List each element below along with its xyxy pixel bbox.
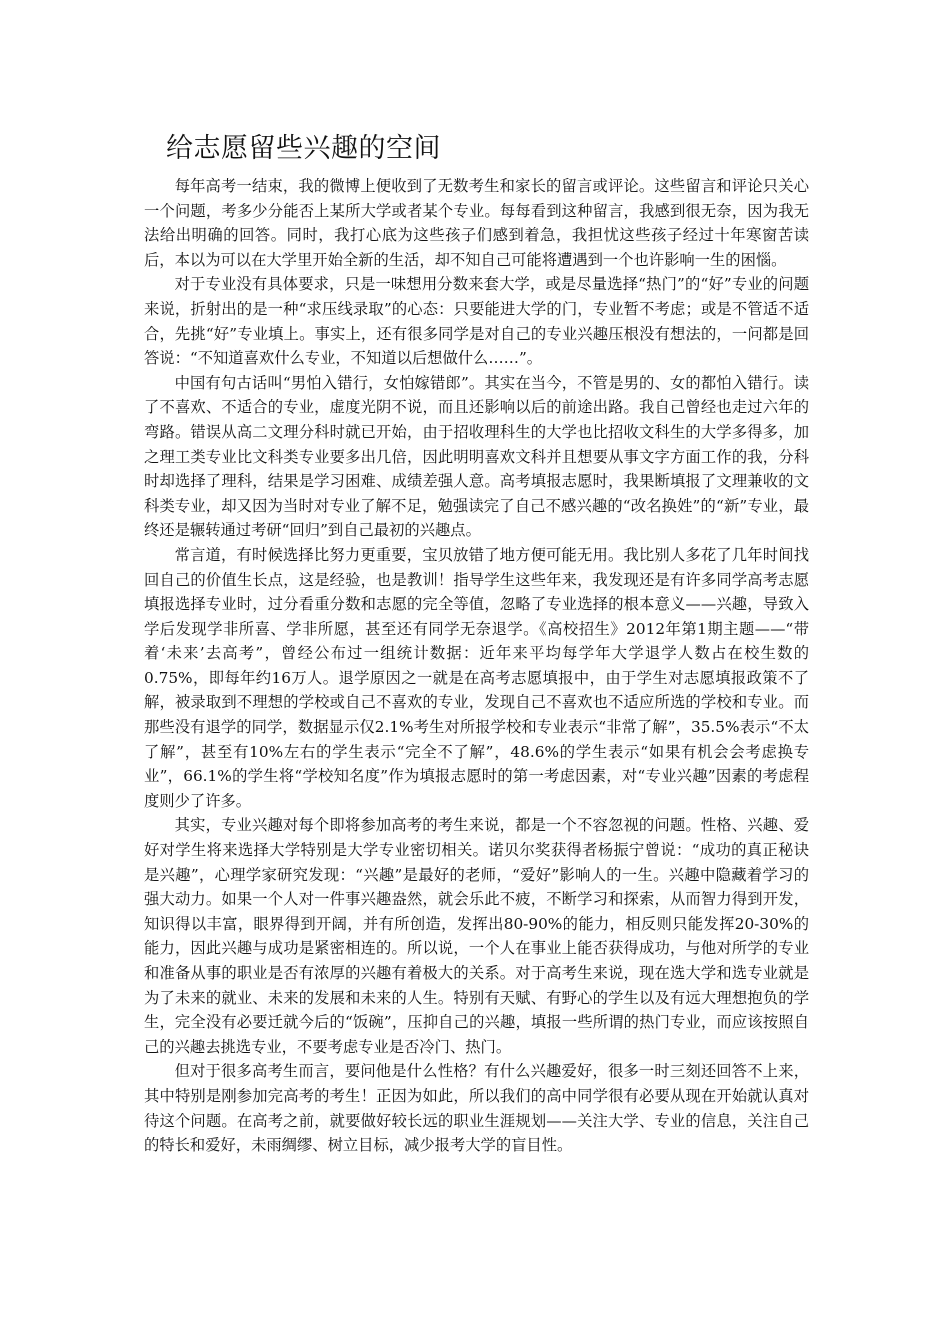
paragraph: 常言道，有时候选择比努力更重要，宝贝放错了地方便可能无用。我比别人多花了几年时间找回自己的价值生长点，这是经验，也是教训！指导学生这些年来，我发现还是有许多同学高考志愿填报选择专业时，过分看重分数和志愿的完全等值，忽略了专业选择的根本意义——兴趣，导致入学后发现学非所喜、学非所愿，甚至还有同学无奈退学。《高校招生》2012年第1期主题——“带着‘未来’去高考”，曾经公布过一组统计数据：近年来平均每学年大学退学人数占在校生数的0.75%，即每年约16万人。退学原因之一就是在高考志愿填报中，由于学生对志愿填报政策不了解，被录取到不理想的学校或自己不喜欢的专业，发现自己不喜欢也不适应所选的学校和专业。而那些没有退学的同学，数据显示仅2.1%考生对所报学校和专业表示“非常了解”，35.5%表示“不太了解”，甚至有10%左右的学生表示“完全不了解”，48.6%的学生表示“如果有机会会考虑换专业”，66.1%的学生将“学校知名度”作为填报志愿时的第一考虑因素，对“专业兴趣”因素的考虑程度则少了许多。 — [144, 545, 809, 810]
paragraph: 中国有句古话叫“男怕入错行，女怕嫁错郎”。其实在当今，不管是男的、女的都怕入错行。读了不喜欢、不适合的专业，虚度光阴不说，而且还影响以后的前途出路。我自己曾经也走过六年的弯路。错误从高二文理分科时就已开始，由于招收理科生的大学也比招收文科生的大学多得多，加之理工类专业比文科类专业要多出几倍，因此明明喜欢文科并且想要从事文字方面工作的我，分科时却选择了理科，结果是学习困难、成绩差强人意。高考填报志愿时，我果断填报了文理兼收的文科类专业，却又因为当时对专业了解不足，勉强读完了自己不感兴趣的“改名换姓”的“新”专业，最终还是辗转通过考研“回归”到自己最初的兴趣点。 — [144, 373, 809, 540]
paragraph: 但对于很多高考生而言，要问他是什么性格？有什么兴趣爱好，很多一时三刻还回答不上来，其中特别是刚参加完高考的考生！正因为如此，所以我们的高中同学很有必要从现在开始就认真对待这个问题。在高考之前，就要做好较长远的职业生涯规划——关注大学、专业的信息，关注自己的特长和爱好，未雨绸缪、树立目标，减少报考大学的盲目性。 — [144, 1062, 809, 1155]
paragraph: 其实，专业兴趣对每个即将参加高考的考生来说，都是一个不容忽视的问题。性格、兴趣、爱好对学生将来选择大学特别是大学专业密切相关。诺贝尔奖获得者杨振宁曾说：“成功的真正秘诀是兴趣”，心理学家研究发现：“兴趣”是最好的老师，“爱好”影响人的一生。兴趣中隐藏着学习的强大动力。如果一个人对一件事兴趣盎然，就会乐此不疲，不断学习和探索，从而智力得到开发，知识得以丰富，眼界得到开阔，并有所创造，发挥出80-90%的能力，相反则只能发挥20-30%的能力，因此兴趣与成功是紧密相连的。所以说，一个人在事业上能否获得成功，与他对所学的专业和准备从事的职业是否有浓厚的兴趣有着极大的关系。对于高考生来说，现在选大学和选专业就是为了未来的就业、未来的发展和未来的人生。特别有天赋、有野心的学生以及有远大理想抱负的学生，完全没有必要迁就今后的“饭碗”，压抑自己的兴趣，填报一些所谓的热门专业，而应该按照自己的兴趣去挑选专业，不要考虑专业是否冷门、热门。 — [144, 816, 809, 1056]
paragraph: 每年高考一结束，我的微博上便收到了无数考生和家长的留言或评论。这些留言和评论只关心一个问题，考多少分能否上某所大学或者某个专业。每每看到这种留言，我感到很无奈，因为我无法给出明确的回答。同时，我打心底为这些孩子们感到着急，我担忧这些孩子经过十年寒窗苦读后，本以为可以在大学里开始全新的生活，却不知自己可能将遭遇到一个也许影响一生的困惱。 — [144, 177, 809, 269]
paragraph: 对于专业没有具体要求，只是一味想用分数来套大学，或是尽量选择“热门”的“好”专业的问题来说，折射出的是一种“求压线录取”的心态：只要能进大学的门，专业暂不考虑；或是不管适不适合，先挑“好”专业填上。事实上，还有很多同学是对自己的专业兴趣压根没有想法的，一问都是回答说：“不知道喜欢什么专业，不知道以后想做什么……”。 — [144, 275, 809, 368]
document-body — [144, 174, 809, 1158]
document-title: 给志愿留些兴趣的空间 — [166, 133, 441, 164]
